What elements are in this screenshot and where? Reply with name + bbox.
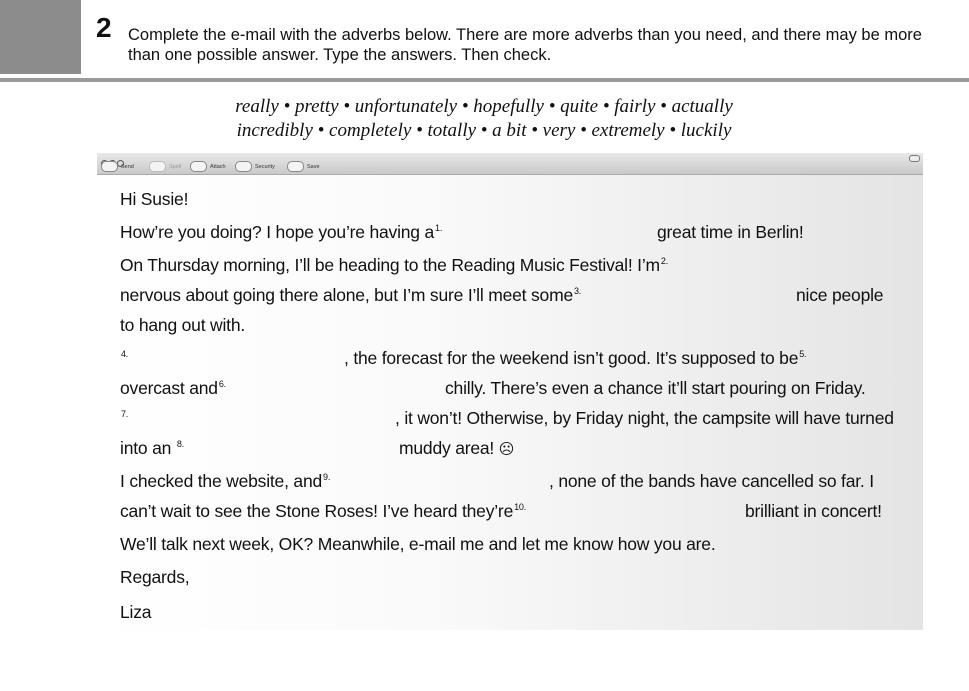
email-line-9-end: , none of the bands have cancelled so far. I [549, 471, 874, 491]
email-line-2: On Thursday morning, I’ll be heading to the Reading Music Festival! $I’m^{2.}$ [120, 255, 669, 275]
email-greeting: Hi Susie! [120, 189, 189, 209]
email-toolbar [97, 153, 923, 175]
email-line-8-end: muddy area! ☹ [399, 438, 515, 458]
email-line-3: nervous about going there alone, but I’m sure I’ll meet some$^{3.}$ [120, 285, 582, 305]
email-line-5-end: , the forecast for the weekend isn’t good. It’s supposed to $be^{5.}$ [344, 348, 807, 368]
gap-number-4: 4. [121, 349, 129, 359]
gap-number-6: 6. [218, 379, 226, 389]
email-line-1-end: great time in Berlin! [657, 222, 804, 242]
header-divider [0, 78, 969, 82]
send-icon [101, 161, 118, 172]
toolbar-toggle-button[interactable] [909, 155, 920, 162]
email-line-8: into an $^{8.}$ [120, 438, 184, 458]
email-line-3-end: nice people [796, 285, 884, 305]
gap-number-7: 7. [121, 409, 129, 419]
gap-number-10: 10. [514, 502, 527, 512]
spell-button[interactable]: Spell [149, 161, 181, 172]
spell-icon [149, 161, 166, 172]
email-line-10: can’t wait to see the Stone Roses! I’ve heard $they’re^{10.}$ [120, 501, 527, 521]
security-button[interactable]: Security [235, 161, 275, 172]
attach-button[interactable]: Attach [190, 161, 226, 172]
gap-number-8: 8. [176, 439, 184, 449]
email-line-7 [120, 408, 128, 429]
save-icon [287, 161, 304, 172]
exercise-number: 2 [96, 12, 112, 43]
email-line-11: We’ll talk next week, OK? Meanwhile, e-mail me and let me know how you are. [120, 534, 716, 554]
email-line-6-end: chilly. There’s even a chance it’ll start pouring on Friday. [445, 378, 866, 398]
word-bank-line-1: really • pretty • unfortunately • hopefully • quite • fairly • actually [235, 96, 733, 117]
email-line-4: to hang out with. [120, 315, 246, 335]
save-button[interactable]: Save [287, 161, 320, 172]
email-line-1: How’re you doing? I hope you’re having $a^{1.}$ [120, 222, 443, 242]
send-button[interactable]: Send [101, 161, 134, 172]
gap-number-3: 3. [573, 286, 582, 296]
email-line-7-end: , it won’t! Otherwise, by Friday night, the campsite will have turned [395, 408, 894, 428]
paperclip-icon [190, 161, 207, 172]
sad-face-icon: ☹ [498, 440, 515, 458]
email-signature: Liza [120, 602, 152, 622]
gap-number-5: 5. [799, 349, 807, 359]
word-bank [0, 95, 969, 143]
gap-number-9: 9. [323, 472, 331, 482]
email-line-6: overcast and$^{6.}$ [120, 378, 226, 398]
email-line-5 [120, 348, 128, 369]
exercise-instructions: Complete the e-mail with the adverbs below. There are more adverbs than you need, and there may be more than one possible answer. Type the answers. Then check. [128, 26, 922, 64]
gap-number-1: 1. [435, 223, 443, 233]
email-regards: Regards, [120, 567, 190, 587]
email-line-10-end: brilliant in concert! [745, 501, 882, 521]
email-line-9: I checked the website, and$^{9.}$ [120, 471, 331, 491]
gap-number-2: 2. [660, 256, 669, 266]
lock-icon [235, 161, 252, 172]
word-bank-line-2: incredibly • completely • totally • a bit • very • extremely • luckily [236, 120, 732, 141]
exercise-number-box [0, 0, 81, 74]
